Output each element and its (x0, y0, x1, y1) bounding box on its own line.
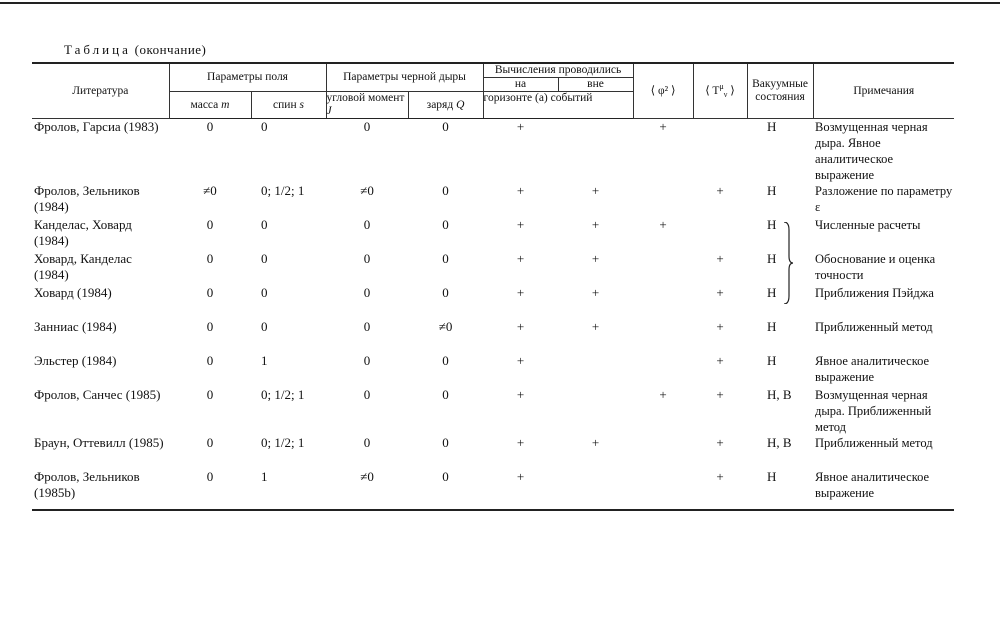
row-literature: Ховард, Канделас (1984) (34, 251, 132, 282)
header-tmn-open: ⟨ T (705, 85, 720, 98)
row-note: Возмущенная черная дыра. Явное аналитическое выражение (815, 120, 928, 182)
row-off-horizon (558, 119, 633, 184)
row-spin: 0 (261, 251, 268, 266)
row-charge: ≠0 (438, 319, 453, 334)
row-angular-momentum: 0 (363, 251, 371, 266)
row-vacuum: Н (767, 183, 777, 198)
row-stress-tensor: + (716, 183, 724, 198)
row-off-horizon: + (591, 435, 600, 450)
row-on-horizon: + (516, 319, 525, 334)
row-angular-momentum: 0 (363, 353, 371, 368)
header-horizon: горизонте (а) событий (483, 92, 633, 119)
row-literature: Фролов, Санчес (1985) (34, 387, 161, 402)
row-mass: 0 (206, 319, 214, 334)
header-notes: Примечания (813, 63, 954, 119)
row-spin: 0 (261, 119, 268, 134)
row-on-horizon: + (516, 353, 525, 368)
header-computations: Вычисления проводились (483, 63, 633, 78)
header-j-symbol: J (326, 105, 332, 117)
table-row (32, 319, 954, 353)
row-angular-momentum: 0 (363, 319, 371, 334)
row-vacuum: Н (767, 119, 777, 134)
header-charge (408, 92, 483, 119)
header-tmn-sup: μ (719, 82, 724, 92)
row-stress-tensor: + (716, 435, 724, 450)
row-angular-momentum: 0 (363, 285, 371, 300)
row-on-horizon: + (516, 183, 525, 198)
row-vacuum: Н, В (767, 435, 792, 450)
row-spin: 1 (261, 353, 268, 368)
row-charge: 0 (408, 469, 483, 510)
row-angular-momentum: 0 (363, 435, 371, 450)
row-vacuum: Н (767, 217, 777, 232)
row-note: Разложение по параметру ε (815, 184, 953, 214)
row-spin: 0; 1/2; 1 (261, 387, 305, 402)
row-off-horizon: + (591, 285, 600, 300)
row-off-horizon (558, 469, 633, 510)
header-on: на (483, 78, 558, 92)
table-row (32, 251, 954, 285)
row-charge: 0 (442, 251, 449, 266)
row-literature: Фролов, Зельников (1985b) (32, 469, 169, 510)
table-row (32, 469, 954, 510)
row-stress-tensor (693, 119, 747, 184)
table-row (32, 387, 954, 435)
header-spin-symbol: s (299, 98, 304, 111)
row-off-horizon: + (591, 251, 600, 266)
results-table (32, 62, 954, 511)
row-phi-squared (633, 183, 693, 217)
header-stress-tensor (693, 63, 747, 119)
header-j-label: угловой момент (326, 92, 405, 104)
row-mass: 0 (169, 469, 251, 510)
row-note: Явное аналитическое выражение (813, 469, 954, 510)
row-note: Обоснование и оценка точности (815, 252, 936, 282)
row-literature: Браун, Оттевилл (1985) (34, 435, 164, 450)
row-note: Приближения Пэйджа (815, 286, 934, 300)
header-tmn-sub: ν (723, 90, 728, 100)
row-charge: 0 (442, 353, 449, 368)
table-row (32, 435, 954, 469)
row-vacuum: Н (767, 285, 777, 300)
row-note: Явное аналитическое выражение (815, 354, 930, 384)
row-literature: Фролов, Зельников (1984) (34, 183, 140, 214)
row-on-horizon: + (516, 217, 525, 232)
row-note: Приближенный метод (815, 320, 933, 334)
row-charge: 0 (442, 183, 449, 198)
row-mass: 0 (206, 251, 214, 266)
caption-prefix: Таблица (64, 42, 131, 57)
row-angular-momentum: ≠0 (360, 183, 374, 198)
row-angular-momentum: 0 (363, 217, 371, 232)
row-angular-momentum: 0 (363, 387, 371, 402)
header-mass-label: масса (190, 98, 219, 111)
row-phi-squared (633, 251, 693, 285)
row-on-horizon: + (516, 435, 525, 450)
row-note: Приближенный метод (815, 436, 933, 450)
row-phi-squared (633, 285, 693, 319)
row-off-horizon: + (591, 319, 600, 334)
row-stress-tensor: + (716, 353, 724, 368)
row-spin: 0 (261, 319, 268, 334)
row-spin: 1 (251, 469, 326, 510)
row-phi-squared (633, 469, 693, 510)
header-field-params: Параметры поля (169, 63, 326, 92)
header-spin-label: спин (273, 98, 297, 111)
row-on-horizon: + (516, 387, 525, 402)
table-row (32, 353, 954, 387)
row-phi-squared: + (659, 387, 667, 402)
row-vacuum: Н, В (767, 387, 792, 402)
row-note: Возмущенная черная дыра. Приближенный метод (815, 388, 932, 434)
header-vacuum: Вакуумные состояния (747, 63, 813, 119)
row-stress-tensor (693, 217, 747, 251)
row-angular-momentum: ≠0 (326, 469, 408, 510)
row-off-horizon (558, 387, 633, 435)
row-stress-tensor: + (716, 285, 724, 300)
top-rule (0, 2, 1000, 4)
header-phi-squared: ⟨ φ² ⟩ (633, 63, 693, 119)
row-mass: ≠0 (203, 183, 217, 198)
row-phi-squared: + (659, 119, 667, 134)
row-on-horizon: + (516, 251, 525, 266)
row-charge: 0 (442, 387, 449, 402)
row-mass: 0 (206, 387, 214, 402)
row-phi-squared: + (659, 217, 667, 232)
row-mass: 0 (206, 119, 214, 134)
row-charge: 0 (442, 217, 449, 232)
row-mass: 0 (206, 217, 214, 232)
row-angular-momentum: 0 (363, 119, 371, 134)
header-tmn-close: ⟩ (730, 85, 735, 98)
header-mass-symbol: m (221, 98, 230, 111)
row-vacuum: Н (767, 353, 777, 368)
row-spin: 0; 1/2; 1 (261, 183, 305, 198)
row-charge: 0 (442, 435, 449, 450)
row-mass: 0 (206, 353, 214, 368)
header-literature: Литература (32, 63, 169, 119)
row-spin: 0 (261, 217, 268, 232)
header-bh-params: Параметры черной дыры (326, 63, 483, 92)
row-mass: 0 (206, 435, 214, 450)
row-stress-tensor: + (693, 469, 747, 510)
row-on-horizon: + (516, 119, 525, 134)
row-phi-squared (633, 435, 693, 469)
table-row (32, 217, 954, 251)
row-vacuum: Н (767, 319, 777, 334)
row-spin: 0; 1/2; 1 (261, 435, 305, 450)
row-on-horizon: + (483, 469, 558, 510)
row-phi-squared (633, 353, 693, 387)
row-stress-tensor: + (716, 387, 724, 402)
grouping-brace (783, 222, 793, 304)
row-spin: 0 (261, 285, 268, 300)
row-vacuum: Н (747, 469, 813, 510)
table-caption (64, 42, 206, 58)
row-off-horizon: + (591, 183, 600, 198)
row-stress-tensor: + (716, 251, 724, 266)
row-mass: 0 (206, 285, 214, 300)
row-literature: Занниас (1984) (34, 319, 117, 334)
row-literature: Канделас, Ховард (1984) (34, 217, 132, 248)
table-row (32, 183, 954, 217)
header-spin (251, 92, 326, 119)
row-on-horizon: + (516, 285, 525, 300)
row-charge: 0 (442, 119, 449, 134)
table-row (32, 119, 954, 184)
row-vacuum: Н (767, 251, 777, 266)
row-phi-squared (633, 319, 693, 353)
table-row (32, 285, 954, 319)
row-off-horizon (558, 353, 633, 387)
header-charge-symbol: Q (456, 98, 465, 111)
header-mass (169, 92, 251, 119)
row-off-horizon: + (591, 217, 600, 232)
row-note: Численные расчеты (815, 218, 921, 232)
row-literature: Фролов, Гарсиа (1983) (34, 119, 159, 134)
row-literature: Эльстер (1984) (34, 353, 117, 368)
row-literature: Ховард (1984) (34, 285, 112, 300)
row-charge: 0 (442, 285, 449, 300)
header-charge-label: заряд (426, 98, 454, 111)
caption-suffix: (окончание) (134, 42, 207, 57)
header-angular-momentum (326, 92, 408, 119)
row-stress-tensor: + (716, 319, 724, 334)
header-off: вне (558, 78, 633, 92)
